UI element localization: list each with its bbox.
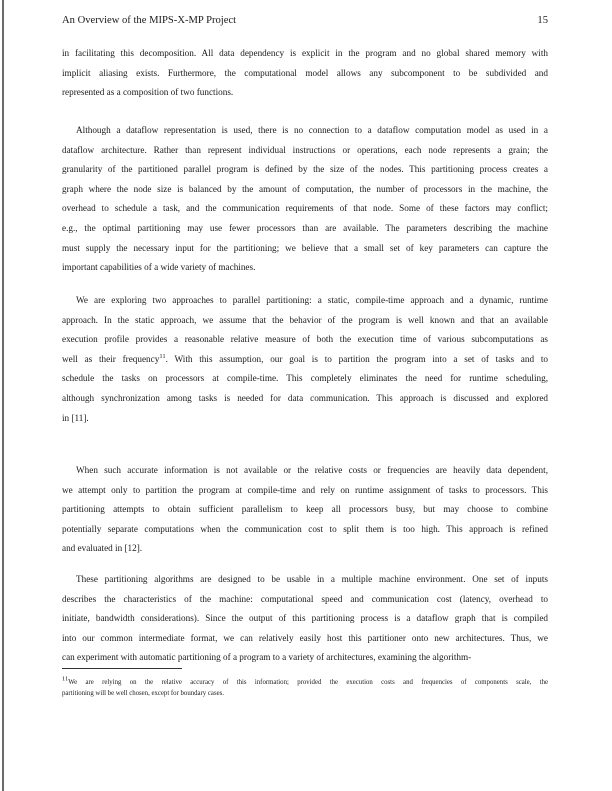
text-line: graph where the node size is balanced by the amount of computation, the number of processors in the machine, the xyxy=(62,183,548,194)
text-fragment: well as their frequency xyxy=(62,353,160,364)
footnote-line: partitioning will be well chosen, except for boundary cases. xyxy=(62,690,224,697)
text-line: describes the characteristics of the machine: computational speed and communication cost (latency, overhead to xyxy=(62,593,548,604)
paragraph-5 xyxy=(62,570,548,668)
scan-left-edge xyxy=(2,0,4,791)
text-line: into our common intermediate format, we can relatively easily host this partitioner onto new architectures. Thus, we xyxy=(62,632,548,643)
text-line: initiate, bandwidth considerations). Since the output of this partitioning process is a dataflow graph that is compiled xyxy=(62,613,548,624)
page-header xyxy=(62,15,548,29)
text-line: can experiment with automatic partitioning of a program to a variety of architectures, examining the algorithm- xyxy=(62,652,472,663)
text-fragment: . With this assumption, our goal is to partition the program into a set of tasks and to xyxy=(165,353,548,364)
text-line: approach. In the static approach, we assume that the behavior of the program is well known and that an available xyxy=(62,314,548,325)
text-line: we attempt only to partition the program at compile-time and rely on runtime assignment of tasks to processors. This xyxy=(62,484,548,495)
footnote-divider xyxy=(62,668,182,669)
text-fragment: We are relying on the relative accuracy of this information; provided the execution costs and frequencies of components scale, the xyxy=(68,679,548,686)
text-line: must supply the necessary input for the partitioning; we believe that a small set of key parameters can capture the xyxy=(62,242,548,253)
text-line: partitioning attempts to obtain sufficient parallelism to keep all processors busy, but may choose to combine xyxy=(62,504,548,515)
text-line-with-footnote xyxy=(62,350,548,370)
text-line: dataflow architecture. Rather than represent individual instructions or operations, each node represents a grain; the xyxy=(62,144,548,155)
text-line: implicit aliasing exists. Furthermore, the computational model allows any subcomponent to be subdivided and xyxy=(62,67,548,78)
text-line: although synchronization among tasks is needed for data communication. This approach is discussed and explored xyxy=(62,392,548,403)
text-line: granularity of the partitioned parallel program is defined by the size of the nodes. This partitioning process creates a xyxy=(62,164,548,175)
paragraph-1 xyxy=(62,44,548,103)
text-line: execution profile provides a reasonable relative measure of both the execution time of various subcomputations as xyxy=(62,334,548,345)
paragraph-4 xyxy=(62,461,548,559)
text-line: e.g., the optimal partitioning may use fewer processors than are available. The parameters describing the machine xyxy=(62,222,548,233)
footnote-mark: 11 xyxy=(62,675,69,683)
footnote-ref: 11 xyxy=(159,352,166,360)
text-line: in facilitating this decomposition. All data dependency is explicit in the program and no global shared memory with xyxy=(62,48,548,58)
page-number: 15 xyxy=(537,15,548,26)
text-line: overhead to schedule a task, and the communication requirements of that node. Some of these factors may conflict; xyxy=(62,203,548,214)
footnote xyxy=(62,677,548,699)
text-line: important capabilities of a wide variety of machines. xyxy=(62,262,256,273)
text-line: We are exploring two approaches to parallel partitioning: a static, compile-time approach and a dynamic, runtime xyxy=(76,295,548,305)
text-line: in [11]. xyxy=(62,412,89,423)
paragraph-2 xyxy=(62,121,548,278)
running-title: An Overview of the MIPS-X-MP Project xyxy=(62,15,237,26)
text-line: and evaluated in [12]. xyxy=(62,543,143,554)
text-line: When such accurate information is not available or the relative costs or frequencies are heavily data dependent, xyxy=(76,465,548,475)
text-line: Although a dataflow representation is used, there is no connection to a dataflow computation model as used in a xyxy=(76,125,548,135)
text-line: potentially separate computations when the communication cost to split them is too high. This approach is refined xyxy=(62,523,548,534)
text-line: schedule the tasks on processors at compile-time. This completely eliminates the need for runtime scheduling, xyxy=(62,373,548,384)
text-line: These partitioning algorithms are designed to be usable in a multiple machine environment. One set of inputs xyxy=(76,574,548,584)
text-line: represented as a composition of two functions. xyxy=(62,87,234,98)
paragraph-3 xyxy=(62,291,548,428)
footnote-line xyxy=(62,677,548,688)
